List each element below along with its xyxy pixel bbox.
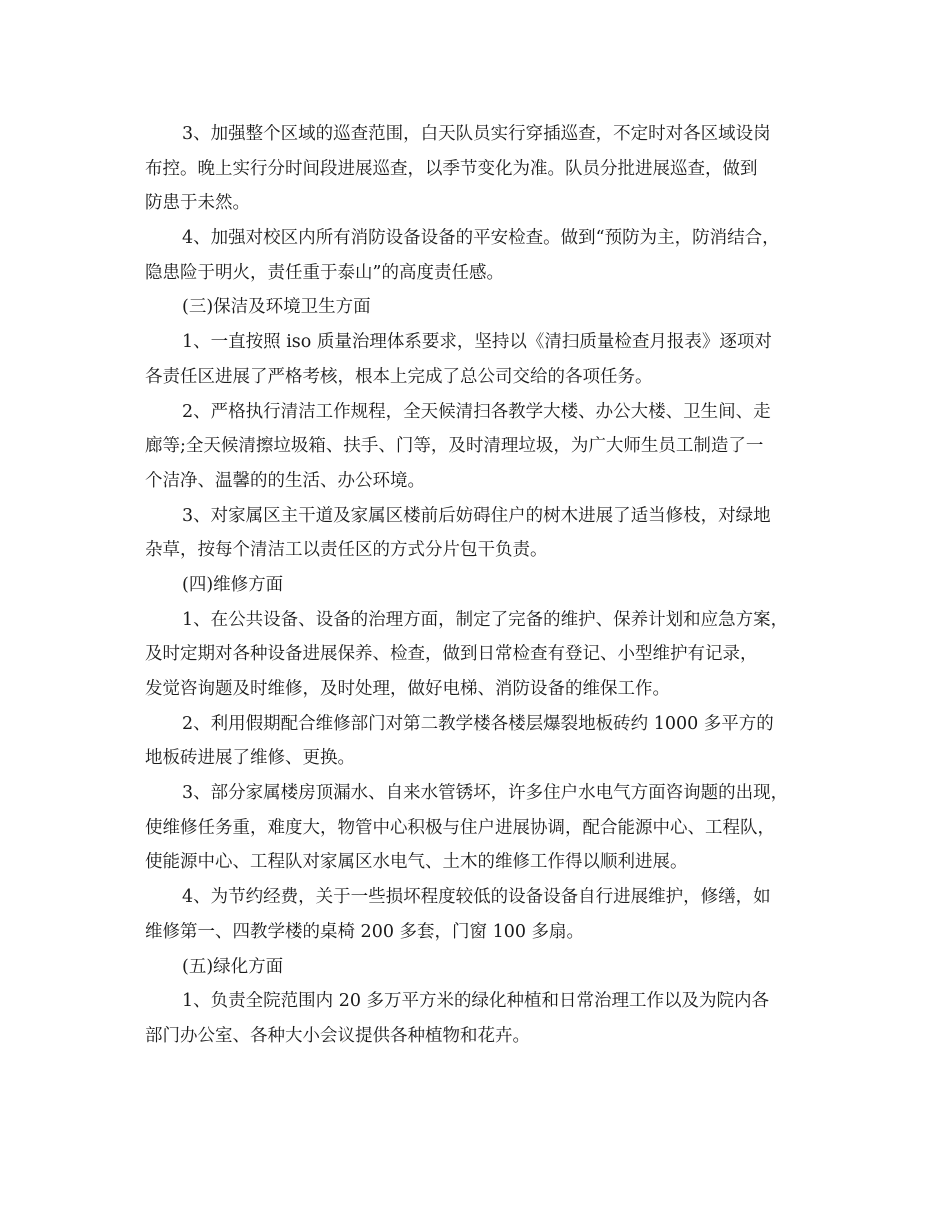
text-line: 维修第一、四教学楼的桌椅 200 多套，门窗 100 多扇。	[145, 921, 585, 942]
text-line: 杂草，按每个清洁工以责任区的方式分片包干负责。	[145, 540, 548, 561]
text-line: 布控。晚上实行分时间段进展巡查，以季节变化为准。队员分批进展巡查，做到	[145, 158, 758, 179]
text-line: 各责任区进展了严格考核，根本上完成了总公司交给的各项任务。	[145, 366, 653, 387]
text-line: 防患于未然。	[145, 193, 250, 214]
text-line: 部门办公室、各种大小会议提供各种植物和花卉。	[145, 1025, 530, 1046]
text-line: (五)绿化方面	[182, 956, 284, 977]
text-line: 2、严格执行清洁工作规程，全天候清扫各教学大楼、办公大楼、卫生间、走	[182, 401, 771, 422]
text-line: 发觉咨询题及时维修，及时处理，做好电梯、消防设备的维保工作。	[145, 679, 670, 699]
text-line: 及时定期对各种设备进展保养、检查，做到日常检查有登记、小型维护有记录，	[145, 644, 758, 665]
text-line: 个洁净、温馨的的生活、办公环境。	[145, 470, 425, 491]
text-line: 3、对家属区主干道及家属区楼前后妨碍住户的树木进展了适当修枝，对绿地	[182, 505, 771, 526]
text-line: 4、加强对校区内所有消防设备设备的平安检查。做到“预防为主，防消结合，	[182, 228, 780, 249]
text-line: (四)维修方面	[182, 574, 284, 595]
text-line: 1、负责全院范围内 20 多万平方米的绿化种植和日常治理工作以及为院内各	[182, 991, 770, 1012]
text-line: 地板砖进展了维修、更换。	[145, 748, 355, 769]
document-body	[145, 117, 813, 1054]
text-line: 1、一直按照 iso 质量治理体系要求，坚持以《清扫质量检查月报表》逐项对	[182, 332, 772, 353]
text-line: 使维修任务重，难度大，物管中心积极与住户进展协调，配合能源中心、工程队，	[145, 817, 775, 838]
text-line: 3、加强整个区域的巡查范围，白天队员实行穿插巡查，不定时对各区域设岗	[182, 124, 771, 144]
text-line: 3、部分家属楼房顶漏水、自来水管锈坏，许多住户水电气方面咨询题的出现，	[182, 783, 789, 804]
text-line: 隐患险于明火，责任重于泰山”的高度责任感。	[145, 262, 504, 283]
text-line: 使能源中心、工程队对家属区水电气、土木的维修工作得以顺利进展。	[145, 852, 688, 873]
text-line: 4、为节约经费，关于一些损坏程度较低的设备设备自行进展维护，修缮，如	[182, 887, 771, 908]
text-line: 2、利用假期配合维修部门对第二教学楼各楼层爆裂地板砖约 1000 多平方的	[182, 713, 774, 734]
text-line: 廊等;全天候清擦垃圾箱、扶手、门等，及时清理垃圾，为广大师生员工制造了一	[145, 436, 764, 457]
text-line: (三)保洁及环境卫生方面	[182, 297, 371, 318]
text-line: 1、在公共设备、设备的治理方面，制定了完备的维护、保养计划和应急方案，	[182, 609, 789, 630]
